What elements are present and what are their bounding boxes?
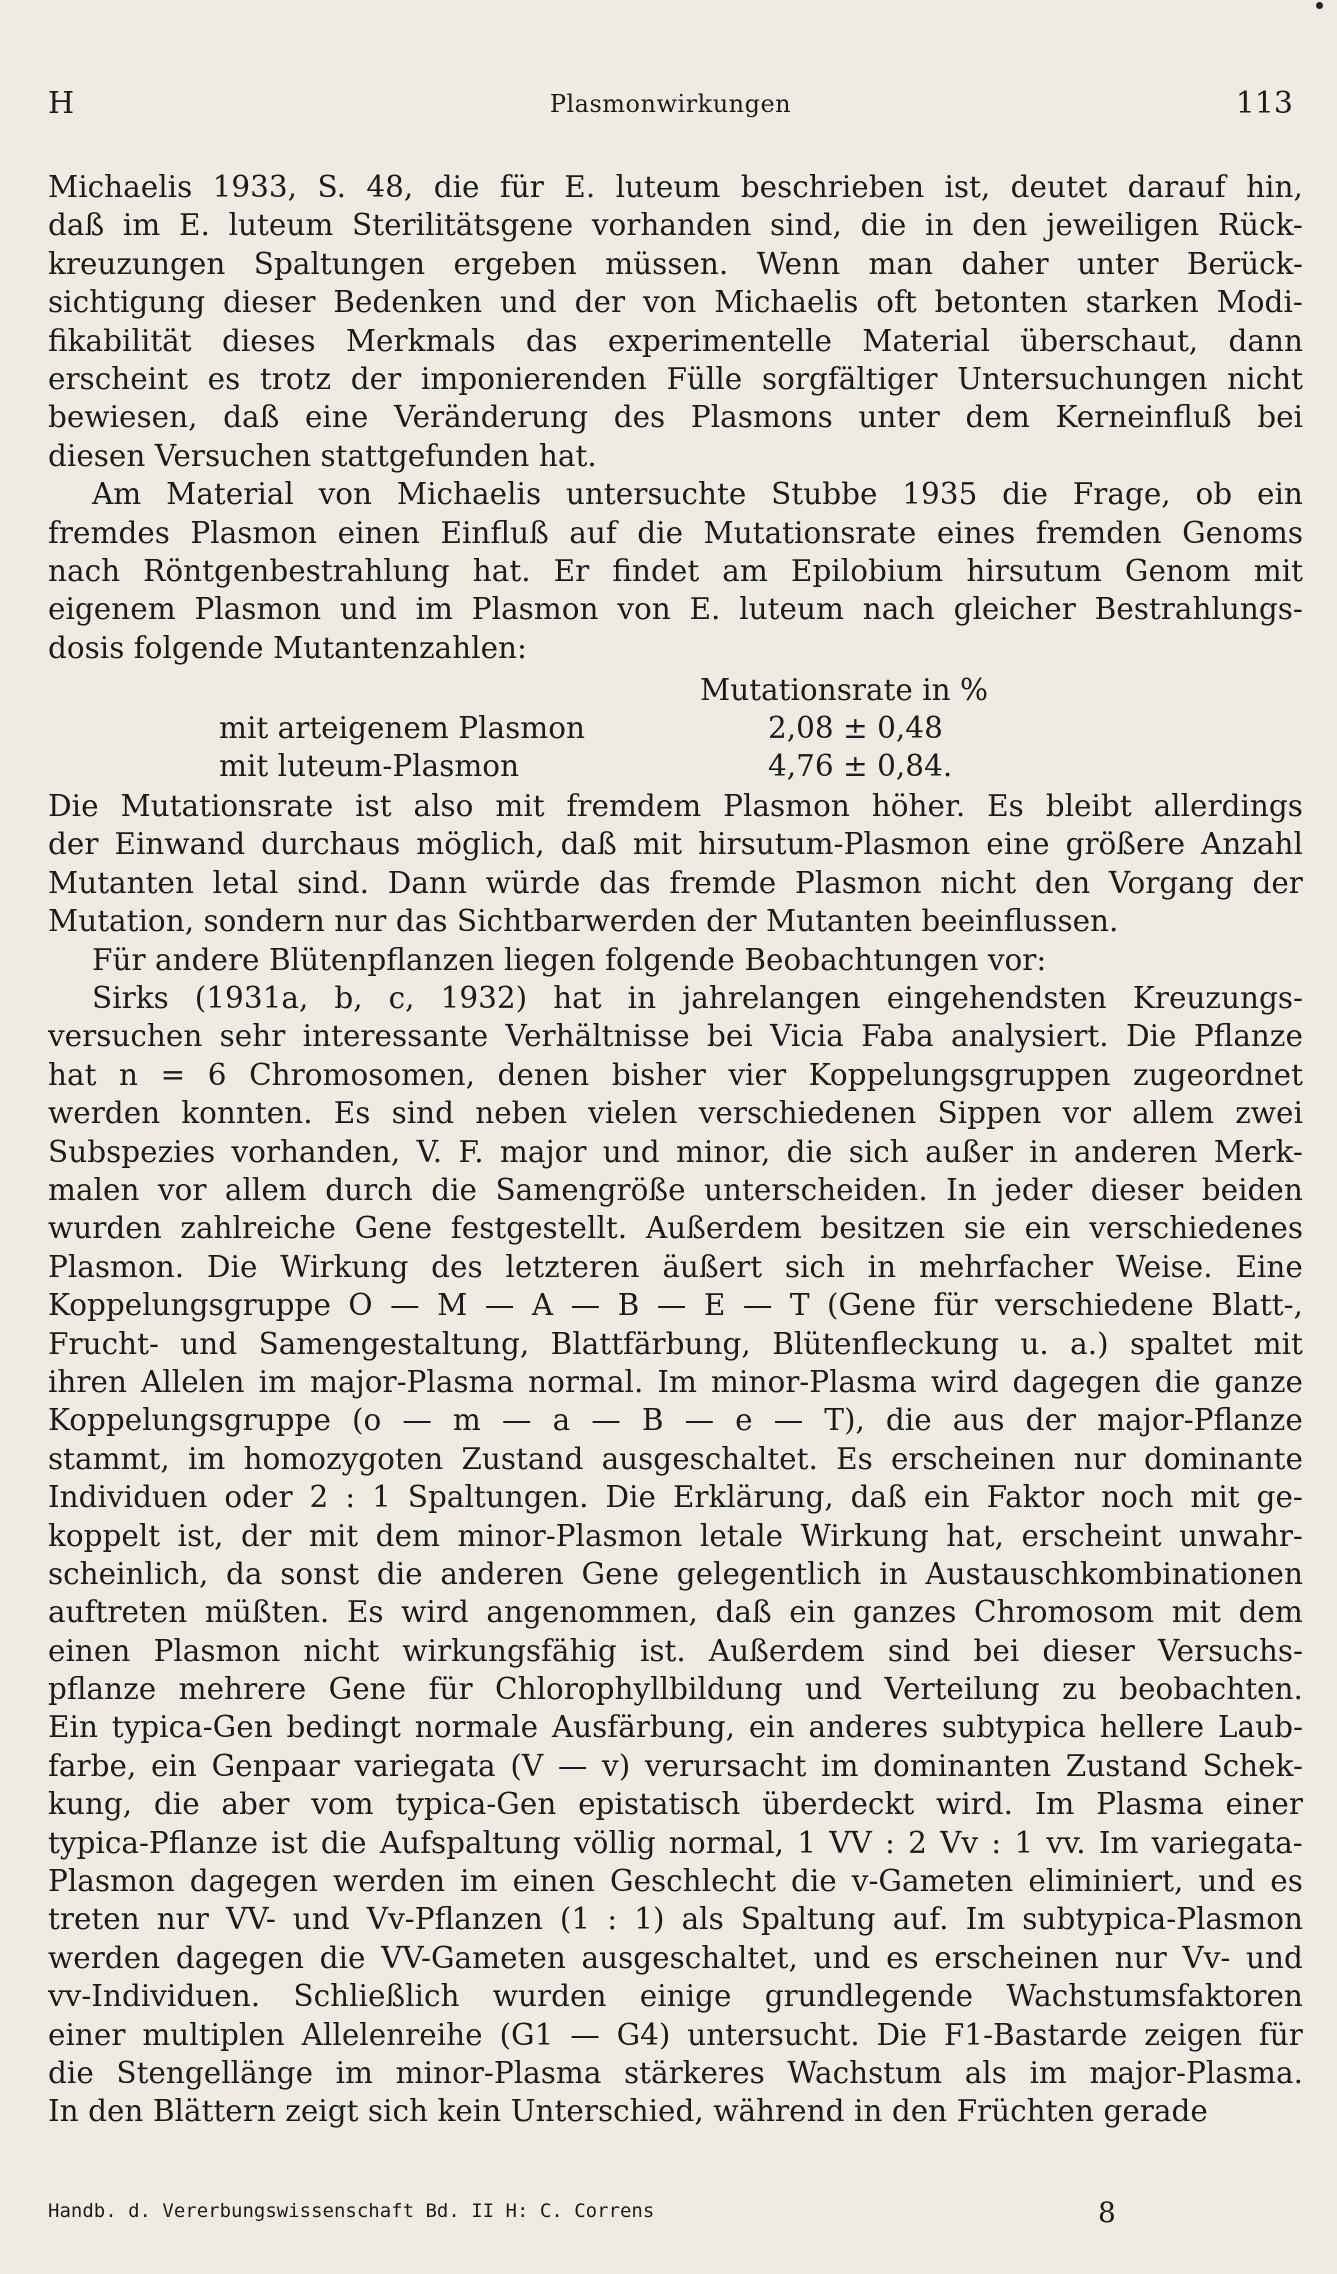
table-row-value: 4,76 ± 0,84.	[768, 749, 953, 784]
text-line: stammt, im homozygoten Zustand ausgeschaltet. Es erscheinen nur dominante	[48, 1441, 1303, 1476]
text-line: eigenem Plasmon und im Plasmon von E. luteum nach gleicher Bestrahlungs-	[48, 592, 1303, 627]
text-line: Michaelis 1933, S. 48, die für E. luteum beschrieben ist, deutet darauf hin,	[48, 170, 1303, 204]
text-line: Koppelungsgruppe (o — m — a — B — e — T), die aus der major-Pflanze	[48, 1403, 1303, 1438]
header-title: Plasmonwirkungen	[549, 90, 792, 118]
text-line: Plasmon. Die Wirkung des letzteren äußert sich in mehrfacher Weise. Eine	[48, 1249, 1303, 1284]
text-line: malen vor allem durch die Samengröße unterscheiden. In jeder dieser beiden	[48, 1172, 1303, 1207]
text-line: einer multiplen Allelenreihe (G1 — G4) untersucht. Die F1-Bastarde zeigen für	[48, 2017, 1303, 2052]
text-line: Individuen oder 2 : 1 Spaltungen. Die Erklärung, daß ein Faktor noch mit ge-	[48, 1480, 1303, 1515]
text-line: treten nur VV- und Vv-Pflanzen (1 : 1) als Spaltung auf. Im subtypica-Plasmon	[48, 1902, 1303, 1937]
text-line: sichtigung dieser Bedenken und der von Michaelis oft betonten starken Modi-	[48, 285, 1303, 320]
mutation-rate-table	[48, 667, 1303, 787]
page-body	[48, 168, 1303, 2131]
text-line: der Einwand durchaus möglich, daß mit hirsutum-Plasmon eine größere Anzahl	[48, 827, 1303, 862]
text-line: kreuzungen Spaltungen ergeben müssen. Wenn man daher unter Berück-	[48, 246, 1303, 281]
text-line: scheinlich, da sonst die anderen Gene gelegentlich in Austauschkombinationen	[48, 1556, 1303, 1591]
text-line: Koppelungsgruppe O — M — A — B — E — T (Gene für verschiedene Blatt-,	[48, 1288, 1303, 1323]
text-line: Plasmon dagegen werden im einen Geschlecht die v-Gameten eliminiert, und es	[48, 1864, 1303, 1899]
text-line: Sirks (1931a, b, c, 1932) hat in jahrelangen eingehendsten Kreuzungs-	[92, 981, 1303, 1016]
table-row-value: 2,08 ± 0,48	[768, 711, 943, 746]
page-mark	[1316, 2, 1323, 9]
paragraph-2	[48, 475, 1303, 667]
text-line: erscheint es trotz der imponierenden Fülle sorgfältiger Untersuchungen nicht	[48, 361, 1303, 396]
page-number: 113	[1235, 86, 1293, 121]
text-line: fikabilität dieses Merkmals das experimentelle Material überschaut, dann	[48, 323, 1303, 358]
text-line: typica-Pflanze ist die Aufspaltung völlig normal, 1 VV : 2 Vv : 1 vv. Im variegata-	[48, 1825, 1303, 1860]
paragraph-5	[48, 979, 1303, 2131]
text-line: In den Blättern zeigt sich kein Unterschied, während in den Früchten gerade	[48, 2094, 1208, 2129]
text-line: Subspezies vorhanden, V. F. major und minor, die sich außer in anderen Merk-	[48, 1134, 1303, 1169]
header-section-letter: H	[48, 86, 75, 121]
text-line: Ein typica-Gen bedingt normale Ausfärbung, ein anderes subtypica hellere Laub-	[48, 1710, 1303, 1745]
text-line: bewiesen, daß eine Veränderung des Plasmons unter dem Kerneinfluß bei	[48, 400, 1303, 435]
footer-citation: Handb. d. Vererbungswissenschaft Bd. II H: C. Correns	[48, 2200, 655, 2222]
text-line: ihren Allelen im major-Plasma normal. Im minor-Plasma wird dagegen die ganze	[48, 1364, 1303, 1399]
table-row-label: mit luteum-Plasmon	[219, 749, 520, 784]
signature-mark: 8	[1098, 2196, 1116, 2229]
text-line: hat n = 6 Chromosomen, denen bisher vier Koppelungsgruppen zugeordnet	[48, 1057, 1303, 1092]
text-line: Die Mutationsrate ist also mit fremdem Plasmon höher. Es bleibt allerdings	[48, 789, 1303, 824]
text-line: wurden zahlreiche Gene festgestellt. Außerdem besitzen sie ein verschiedenes	[48, 1211, 1303, 1246]
text-line: vv-Individuen. Schließlich wurden einige grundlegende Wachstumsfaktoren	[48, 1979, 1303, 2014]
text-line: dosis folgende Mutantenzahlen:	[48, 630, 527, 665]
page-footer	[48, 2196, 1293, 2236]
text-line: nach Röntgenbestrahlung hat. Er findet am Epilobium hirsutum Genom mit	[48, 553, 1303, 588]
text-line: die Stengellänge im minor-Plasma stärkeres Wachstum als im major-Plasma.	[48, 2055, 1303, 2090]
table-header: Mutationsrate in %	[700, 673, 989, 708]
running-header	[48, 86, 1293, 126]
text-line: kung, die aber vom typica-Gen epistatisch überdeckt wird. Im Plasma einer	[48, 1787, 1303, 1822]
text-line: Mutanten letal sind. Dann würde das fremde Plasmon nicht den Vorgang der	[48, 865, 1303, 900]
text-line: daß im E. luteum Sterilitätsgene vorhanden sind, die in den jeweiligen Rück-	[48, 208, 1303, 243]
text-line: Frucht- und Samengestaltung, Blattfärbung, Blütenfleckung u. a.) spaltet mit	[48, 1326, 1303, 1361]
text-line: werden konnten. Es sind neben vielen verschiedenen Sippen vor allem zwei	[48, 1096, 1303, 1131]
paragraph-3	[48, 787, 1303, 941]
paragraph-1	[48, 168, 1303, 475]
text-line: koppelt ist, der mit dem minor-Plasmon letale Wirkung hat, erscheint unwahr-	[48, 1518, 1303, 1553]
text-line: pflanze mehrere Gene für Chlorophyllbildung und Verteilung zu beobachten.	[48, 1672, 1303, 1707]
text-line: farbe, ein Genpaar variegata (V — v) verursacht im dominanten Zustand Schek-	[48, 1748, 1303, 1783]
table-row-label: mit arteigenem Plasmon	[219, 711, 585, 746]
text-line: fremdes Plasmon einen Einfluß auf die Mutationsrate eines fremden Genoms	[48, 515, 1303, 550]
paragraph-4	[48, 941, 1303, 979]
text-line: versuchen sehr interessante Verhältnisse bei Vicia Faba analysiert. Die Pflanze	[48, 1019, 1303, 1054]
text-line: diesen Versuchen stattgefunden hat.	[48, 438, 597, 473]
text-line: auftreten müßten. Es wird angenommen, daß ein ganzes Chromosom mit dem	[48, 1595, 1303, 1630]
text-line: Am Material von Michaelis untersuchte Stubbe 1935 die Frage, ob ein	[92, 477, 1303, 512]
text-line: werden dagegen die VV-Gameten ausgeschaltet, und es erscheinen nur Vv- und	[48, 1940, 1303, 1975]
text-line: einen Plasmon nicht wirkungsfähig ist. Außerdem sind bei dieser Versuchs-	[48, 1633, 1303, 1668]
text-line: Für andere Blütenpflanzen liegen folgende Beobachtungen vor:	[92, 942, 1047, 977]
text-line: Mutation, sondern nur das Sichtbarwerden der Mutanten beeinflussen.	[48, 904, 1119, 939]
